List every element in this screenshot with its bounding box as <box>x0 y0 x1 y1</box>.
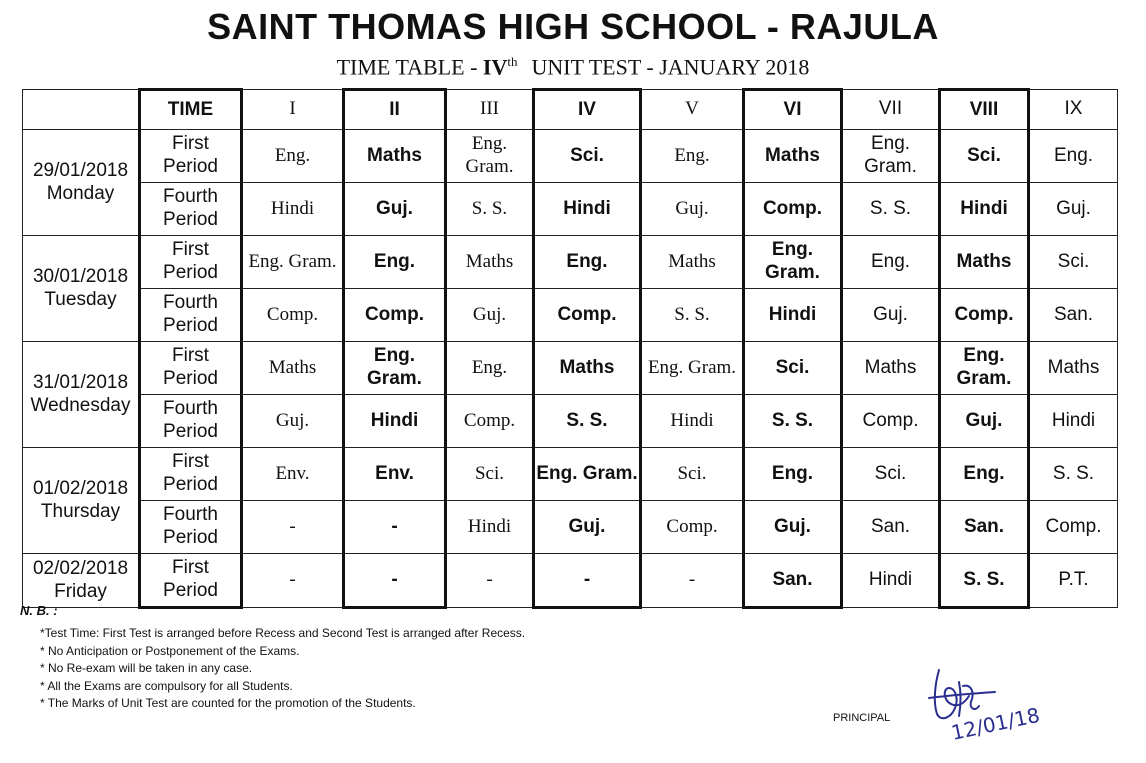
table-row <box>23 130 1118 183</box>
subject-cell: Eng. Gram. <box>641 342 744 395</box>
subtitle-suffix: UNIT TEST - JANUARY 2018 <box>531 54 810 80</box>
principal-signature <box>925 662 1045 752</box>
exam-date: 01/02/2018 <box>32 477 129 499</box>
period-ordinal: Fourth <box>163 398 218 420</box>
period-ordinal: Fourth <box>163 292 218 314</box>
table-row <box>23 554 1118 608</box>
period-word: Period <box>163 580 218 601</box>
subject-cell: Comp. <box>1029 501 1118 554</box>
subject-cell: Eng. <box>1029 130 1118 183</box>
exam-day: Tuesday <box>44 288 117 310</box>
period-word: Period <box>163 209 218 230</box>
note-item: * All the Exams are compulsory for all Students. <box>40 678 293 693</box>
corner-cell <box>23 90 140 130</box>
subject-cell: S. S. <box>641 289 744 342</box>
period-ordinal: Fourth <box>163 186 218 208</box>
subject-cell: Eng. <box>446 342 534 395</box>
subject-cell: Comp. <box>446 395 534 448</box>
period-cell <box>140 554 242 608</box>
notes-title: N. B. : <box>20 603 58 618</box>
period-ordinal: First <box>172 345 209 367</box>
period-cell <box>140 448 242 501</box>
table-row <box>23 448 1118 501</box>
subject-cell: Eng. <box>940 448 1029 501</box>
table-row <box>23 501 1118 554</box>
table-row <box>23 183 1118 236</box>
table-row <box>23 342 1118 395</box>
exam-date: 31/01/2018 <box>32 371 129 393</box>
subject-cell: Comp. <box>744 183 842 236</box>
subject-cell: Eng. <box>744 448 842 501</box>
subject-cell: - <box>242 501 344 554</box>
exam-day: Wednesday <box>30 394 131 416</box>
subject-cell: S. S. <box>446 183 534 236</box>
period-ordinal: First <box>172 133 209 155</box>
subject-cell: Hindi <box>242 183 344 236</box>
notes-list <box>40 626 525 714</box>
exam-date: 02/02/2018 <box>32 557 129 579</box>
exam-date-cell <box>23 448 140 554</box>
subject-cell: San. <box>744 554 842 608</box>
standard-header: VII <box>842 90 940 130</box>
subject-cell: Comp. <box>344 289 446 342</box>
subject-cell: Hindi <box>344 395 446 448</box>
subject-cell: - <box>641 554 744 608</box>
subject-cell: Comp. <box>534 289 641 342</box>
subject-cell: Hindi <box>1029 395 1118 448</box>
period-word: Period <box>163 474 218 495</box>
subject-cell: Guj. <box>842 289 940 342</box>
period-ordinal: First <box>172 557 209 579</box>
unit-number: IV <box>482 54 508 80</box>
subject-cell: Eng. <box>842 236 940 289</box>
period-word: Period <box>163 262 218 283</box>
subject-cell: Comp. <box>842 395 940 448</box>
exam-date: 30/01/2018 <box>32 265 129 287</box>
subject-cell: S. S. <box>940 554 1029 608</box>
period-word: Period <box>163 421 218 442</box>
exam-day: Friday <box>54 580 107 602</box>
subject-cell: Eng. Gram. <box>446 130 534 183</box>
subject-cell: Sci. <box>446 448 534 501</box>
subject-cell: Maths <box>344 130 446 183</box>
subject-cell: Maths <box>641 236 744 289</box>
subject-cell: Eng. <box>641 130 744 183</box>
subject-cell: Hindi <box>940 183 1029 236</box>
subject-cell: Eng. Gram. <box>940 342 1029 395</box>
subject-cell: - <box>344 554 446 608</box>
period-cell <box>140 183 242 236</box>
subject-cell: San. <box>842 501 940 554</box>
subject-cell: Guj. <box>534 501 641 554</box>
subject-cell: Maths <box>744 130 842 183</box>
subject-cell: Guj. <box>242 395 344 448</box>
subject-cell: Comp. <box>940 289 1029 342</box>
table-row <box>23 289 1118 342</box>
subject-cell: Eng. Gram. <box>344 342 446 395</box>
standard-header: IV <box>534 90 641 130</box>
subject-cell: Eng. <box>534 236 641 289</box>
timetable <box>22 88 1118 609</box>
subtitle-prefix: TIME TABLE - <box>336 54 483 80</box>
subject-cell: Sci. <box>744 342 842 395</box>
period-word: Period <box>163 156 218 177</box>
subject-cell: - <box>534 554 641 608</box>
subject-cell: San. <box>1029 289 1118 342</box>
standard-header: I <box>242 90 344 130</box>
subject-cell: Maths <box>242 342 344 395</box>
subject-cell: Eng. Gram. <box>744 236 842 289</box>
subject-cell: S. S. <box>1029 448 1118 501</box>
period-cell <box>140 395 242 448</box>
subject-cell: Env. <box>344 448 446 501</box>
subject-cell: Maths <box>1029 342 1118 395</box>
subject-cell: Eng. Gram. <box>842 130 940 183</box>
table-row <box>23 395 1118 448</box>
exam-date-cell <box>23 236 140 342</box>
timetable-subtitle <box>0 54 1146 80</box>
subject-cell: Env. <box>242 448 344 501</box>
subject-cell: Eng. <box>242 130 344 183</box>
subject-cell: - <box>446 554 534 608</box>
note-item: * No Anticipation or Postponement of the Exams. <box>40 643 300 658</box>
time-header: TIME <box>140 90 242 130</box>
subject-cell: Sci. <box>534 130 641 183</box>
subject-cell: Maths <box>446 236 534 289</box>
standard-header: V <box>641 90 744 130</box>
exam-date-cell <box>23 342 140 448</box>
subject-cell: S. S. <box>744 395 842 448</box>
note-item: * No Re-exam will be taken in any case. <box>40 661 253 675</box>
note-item: *Test Time: First Test is arranged before Recess and Second Test is arranged after Recess. <box>40 626 526 640</box>
school-title: SAINT THOMAS HIGH SCHOOL - RAJULA <box>207 6 939 47</box>
subject-cell: - <box>242 554 344 608</box>
subject-cell: Comp. <box>641 501 744 554</box>
subject-cell: Sci. <box>842 448 940 501</box>
principal-label: PRINCIPAL <box>833 712 891 724</box>
period-word: Period <box>163 368 218 389</box>
period-cell <box>140 342 242 395</box>
subject-cell: S. S. <box>842 183 940 236</box>
period-cell <box>140 501 242 554</box>
subject-cell: Guj. <box>940 395 1029 448</box>
standard-header: IX <box>1029 90 1118 130</box>
subject-cell: Hindi <box>534 183 641 236</box>
subject-cell: Maths <box>940 236 1029 289</box>
subject-cell: P.T. <box>1029 554 1118 608</box>
subject-cell: Eng. Gram. <box>534 448 641 501</box>
standard-header: VIII <box>940 90 1029 130</box>
subject-cell: Guj. <box>344 183 446 236</box>
note-item: * The Marks of Unit Test are counted for the promotion of the Students. <box>40 696 416 710</box>
subject-cell: Hindi <box>446 501 534 554</box>
subject-cell: Hindi <box>641 395 744 448</box>
subject-cell: Eng. <box>344 236 446 289</box>
subject-cell: San. <box>940 501 1029 554</box>
svg-text:12/01/18: 12/01/18 <box>949 702 1042 745</box>
subject-cell: Sci. <box>940 130 1029 183</box>
standard-header: II <box>344 90 446 130</box>
period-ordinal: Fourth <box>163 504 218 526</box>
period-cell <box>140 130 242 183</box>
header-row <box>23 90 1118 130</box>
subject-cell: Guj. <box>1029 183 1118 236</box>
exam-date-cell <box>23 130 140 236</box>
subject-cell: Sci. <box>641 448 744 501</box>
period-word: Period <box>163 527 218 548</box>
subject-cell: Maths <box>842 342 940 395</box>
exam-day: Monday <box>46 182 115 204</box>
subject-cell: Hindi <box>744 289 842 342</box>
standard-header: III <box>446 90 534 130</box>
subject-cell: Comp. <box>242 289 344 342</box>
exam-day: Thursday <box>40 500 121 522</box>
subject-cell: Hindi <box>842 554 940 608</box>
subject-cell: Maths <box>534 342 641 395</box>
period-ordinal: First <box>172 451 209 473</box>
exam-date-cell <box>23 554 140 608</box>
subject-cell: S. S. <box>534 395 641 448</box>
subject-cell: Guj. <box>446 289 534 342</box>
period-cell <box>140 289 242 342</box>
subject-cell: Guj. <box>744 501 842 554</box>
unit-suffix: th <box>507 54 518 69</box>
period-cell <box>140 236 242 289</box>
period-word: Period <box>163 315 218 336</box>
period-ordinal: First <box>172 239 209 261</box>
table-row <box>23 236 1118 289</box>
exam-date: 29/01/2018 <box>32 159 129 181</box>
subject-cell: Guj. <box>641 183 744 236</box>
subject-cell: Eng. Gram. <box>242 236 344 289</box>
standard-header: VI <box>744 90 842 130</box>
subject-cell: - <box>344 501 446 554</box>
subject-cell: Sci. <box>1029 236 1118 289</box>
